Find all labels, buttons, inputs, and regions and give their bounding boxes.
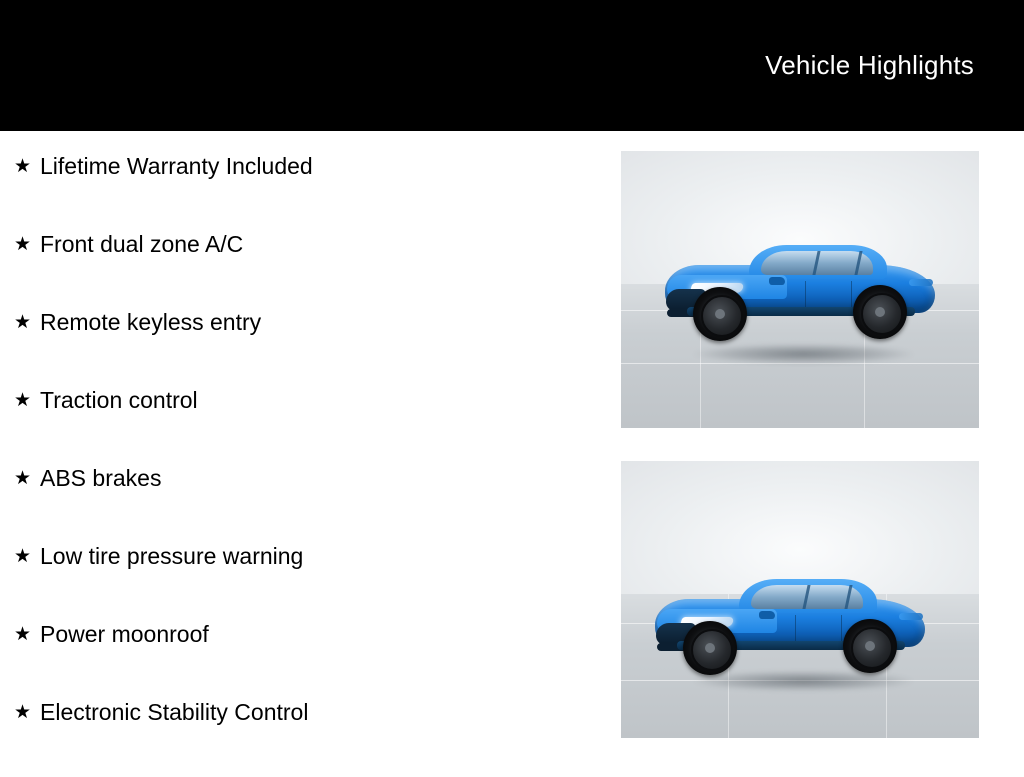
- highlight-label: Lifetime Warranty Included: [40, 153, 313, 179]
- car-mirror: [769, 277, 785, 285]
- car-door-seam: [841, 615, 842, 643]
- list-item: [0, 465, 600, 543]
- car-taillight: [899, 613, 923, 620]
- wheel-hub: [865, 641, 875, 651]
- car-mirror: [759, 611, 775, 619]
- list-item: [0, 543, 600, 621]
- highlight-label: Low tire pressure warning: [40, 543, 304, 569]
- list-item: [0, 153, 600, 231]
- star-bullet-icon: ★: [14, 390, 32, 411]
- car-rear-wheel: [853, 285, 907, 339]
- page-content: [0, 131, 1024, 768]
- wheel-hub: [705, 643, 715, 653]
- car-front-wheel: [693, 287, 747, 341]
- car-illustration: [655, 577, 925, 681]
- list-item: [0, 387, 600, 465]
- highlights-list: [0, 131, 600, 777]
- highlight-label: Electronic Stability Control: [40, 699, 309, 725]
- highlight-label: Power moonroof: [40, 621, 209, 647]
- star-bullet-icon: ★: [14, 468, 32, 489]
- car-rear-wheel: [843, 619, 897, 673]
- highlight-label: Front dual zone A/C: [40, 231, 244, 257]
- list-item: [0, 699, 600, 777]
- car-door-seam: [795, 615, 796, 643]
- page-header: [0, 0, 1024, 131]
- list-item: [0, 309, 600, 387]
- star-bullet-icon: ★: [14, 156, 32, 177]
- star-bullet-icon: ★: [14, 312, 32, 333]
- wheel-hub: [875, 307, 885, 317]
- list-item: [0, 621, 600, 699]
- car-taillight: [909, 279, 933, 286]
- car-door-seam: [851, 281, 852, 309]
- star-bullet-icon: ★: [14, 702, 32, 723]
- list-item: [0, 231, 600, 309]
- star-bullet-icon: ★: [14, 234, 32, 255]
- vehicle-photo-gallery: [621, 151, 979, 738]
- star-bullet-icon: ★: [14, 624, 32, 645]
- page-title: Vehicle Highlights: [765, 50, 974, 80]
- vehicle-photo-front-three-quarter-alt[interactable]: [621, 461, 979, 738]
- highlight-label: ABS brakes: [40, 465, 162, 491]
- car-door-seam: [805, 281, 806, 309]
- highlight-label: Traction control: [40, 387, 198, 413]
- car-front-wheel: [683, 621, 737, 675]
- highlight-label: Remote keyless entry: [40, 309, 262, 335]
- vehicle-photo-front-three-quarter[interactable]: [621, 151, 979, 428]
- car-illustration: [665, 243, 935, 347]
- wheel-hub: [715, 309, 725, 319]
- star-bullet-icon: ★: [14, 546, 32, 567]
